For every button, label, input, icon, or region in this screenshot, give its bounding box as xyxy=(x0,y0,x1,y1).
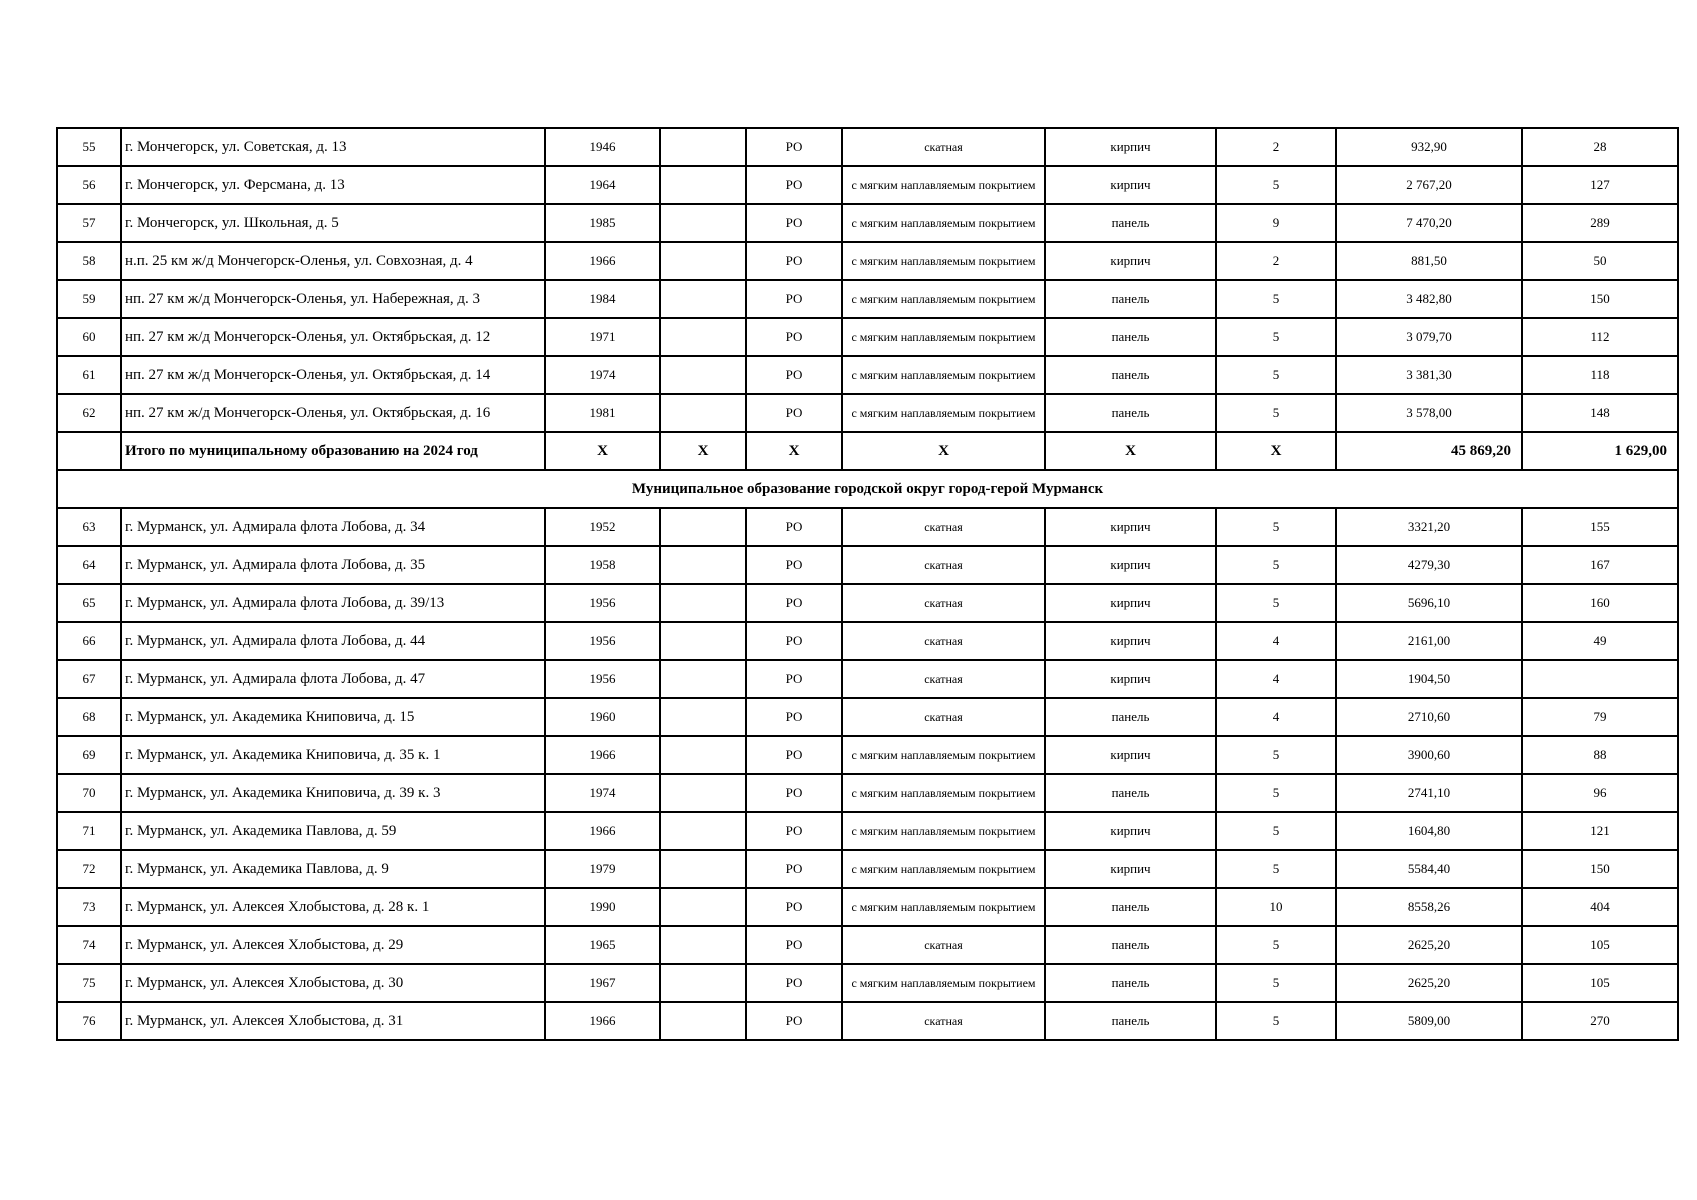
fund-type-cell: РО xyxy=(746,128,842,166)
wall-material-cell: панель xyxy=(1045,926,1216,964)
area-cell: 3900,60 xyxy=(1336,736,1522,774)
total-row xyxy=(57,432,1678,470)
roof-type-cell: с мягким наплавляемым покрытием xyxy=(842,280,1045,318)
floors-cell: 5 xyxy=(1216,356,1336,394)
fund-type-cell: РО xyxy=(746,888,842,926)
fund-type-cell: РО xyxy=(746,850,842,888)
build-year-cell: 1956 xyxy=(545,584,660,622)
area-cell: 1904,50 xyxy=(1336,660,1522,698)
block-1-rows xyxy=(57,128,1678,432)
address-cell: г. Мончегорск, ул. Школьная, д. 5 xyxy=(121,204,545,242)
fund-type-cell: РО xyxy=(746,660,842,698)
area-cell: 3 381,30 xyxy=(1336,356,1522,394)
build-year-cell: 1966 xyxy=(545,812,660,850)
floors-cell: 5 xyxy=(1216,964,1336,1002)
floors-cell: 5 xyxy=(1216,850,1336,888)
empty-cell-cell xyxy=(660,812,746,850)
roof-type-cell: с мягким наплавляемым покрытием xyxy=(842,356,1045,394)
empty-cell-cell xyxy=(660,318,746,356)
address-cell: г. Мурманск, ул. Алексея Хлобыстова, д. 30 xyxy=(121,964,545,1002)
row-number-cell: 75 xyxy=(57,964,121,1002)
fund-type-cell: РО xyxy=(746,356,842,394)
address-cell: г. Мурманск, ул. Академика Книповича, д. 39 к. 3 xyxy=(121,774,545,812)
total-area: 45 869,20 xyxy=(1336,432,1522,470)
table-row xyxy=(57,774,1678,812)
floors-cell: 5 xyxy=(1216,736,1336,774)
floors-cell: 4 xyxy=(1216,622,1336,660)
table-row xyxy=(57,394,1678,432)
roof-type-cell: скатная xyxy=(842,926,1045,964)
address-cell: нп. 27 км ж/д Мончегорск-Оленья, ул. Октябрьская, д. 14 xyxy=(121,356,545,394)
fund-type-cell: РО xyxy=(746,280,842,318)
area-cell: 3321,20 xyxy=(1336,508,1522,546)
table-row xyxy=(57,926,1678,964)
residents-cell: 150 xyxy=(1522,850,1678,888)
fund-type-cell: РО xyxy=(746,584,842,622)
build-year-cell: 1971 xyxy=(545,318,660,356)
build-year-cell: 1979 xyxy=(545,850,660,888)
row-number-cell: 71 xyxy=(57,812,121,850)
row-number-cell: 58 xyxy=(57,242,121,280)
fund-type-cell: РО xyxy=(746,812,842,850)
roof-type-cell: с мягким наплавляемым покрытием xyxy=(842,850,1045,888)
build-year-cell: 1946 xyxy=(545,128,660,166)
fund-type-cell: РО xyxy=(746,318,842,356)
residents-cell xyxy=(1522,660,1678,698)
address-cell: н.п. 25 км ж/д Мончегорск-Оленья, ул. Совхозная, д. 4 xyxy=(121,242,545,280)
empty-cell-cell xyxy=(660,242,746,280)
row-number-cell: 61 xyxy=(57,356,121,394)
roof-type-cell: с мягким наплавляемым покрытием xyxy=(842,736,1045,774)
residents-cell: 150 xyxy=(1522,280,1678,318)
wall-material-cell: кирпич xyxy=(1045,242,1216,280)
address-cell: г. Мурманск, ул. Академика Павлова, д. 9 xyxy=(121,850,545,888)
row-number-cell: 72 xyxy=(57,850,121,888)
build-year-cell: 1958 xyxy=(545,546,660,584)
empty-cell-cell xyxy=(660,850,746,888)
roof-type-cell: с мягким наплавляемым покрытием xyxy=(842,166,1045,204)
address-cell: г. Мурманск, ул. Адмирала флота Лобова, д. 47 xyxy=(121,660,545,698)
address-cell: г. Мурманск, ул. Адмирала флота Лобова, д. 34 xyxy=(121,508,545,546)
area-cell: 5809,00 xyxy=(1336,1002,1522,1040)
residents-cell: 28 xyxy=(1522,128,1678,166)
build-year-cell: 1985 xyxy=(545,204,660,242)
roof-type-cell: скатная xyxy=(842,546,1045,584)
wall-material-cell: кирпич xyxy=(1045,166,1216,204)
area-cell: 8558,26 xyxy=(1336,888,1522,926)
address-cell: нп. 27 км ж/д Мончегорск-Оленья, ул. Октябрьская, д. 12 xyxy=(121,318,545,356)
table-row xyxy=(57,660,1678,698)
roof-type-cell: скатная xyxy=(842,584,1045,622)
wall-material-cell: панель xyxy=(1045,774,1216,812)
table-row xyxy=(57,584,1678,622)
floors-cell: 5 xyxy=(1216,546,1336,584)
row-number-cell: 70 xyxy=(57,774,121,812)
wall-material-cell: кирпич xyxy=(1045,736,1216,774)
area-cell: 5584,40 xyxy=(1336,850,1522,888)
row-number-cell: 57 xyxy=(57,204,121,242)
residents-cell: 118 xyxy=(1522,356,1678,394)
fund-type-cell: РО xyxy=(746,546,842,584)
area-cell: 4279,30 xyxy=(1336,546,1522,584)
address-cell: г. Мурманск, ул. Алексея Хлобыстова, д. 28 к. 1 xyxy=(121,888,545,926)
row-number-cell: 66 xyxy=(57,622,121,660)
build-year-cell: 1981 xyxy=(545,394,660,432)
fund-type-cell: РО xyxy=(746,242,842,280)
wall-material-cell: панель xyxy=(1045,888,1216,926)
area-cell: 3 079,70 xyxy=(1336,318,1522,356)
total-label: Итого по муниципальному образованию на 2024 год xyxy=(121,432,545,470)
residents-cell: 167 xyxy=(1522,546,1678,584)
residents-cell: 121 xyxy=(1522,812,1678,850)
floors-cell: 4 xyxy=(1216,698,1336,736)
section-title: Муниципальное образование городской округ город-герой Мурманск xyxy=(57,470,1678,508)
area-cell: 2161,00 xyxy=(1336,622,1522,660)
residents-cell: 160 xyxy=(1522,584,1678,622)
floors-cell: 5 xyxy=(1216,926,1336,964)
wall-material-cell: кирпич xyxy=(1045,508,1216,546)
residents-cell: 289 xyxy=(1522,204,1678,242)
table-row xyxy=(57,280,1678,318)
floors-cell: 5 xyxy=(1216,394,1336,432)
residents-cell: 88 xyxy=(1522,736,1678,774)
address-cell: г. Мурманск, ул. Адмирала флота Лобова, д. 44 xyxy=(121,622,545,660)
total-residents: 1 629,00 xyxy=(1522,432,1678,470)
address-cell: г. Мурманск, ул. Академика Павлова, д. 59 xyxy=(121,812,545,850)
table-row xyxy=(57,546,1678,584)
empty-cell-cell xyxy=(660,622,746,660)
fund-type-cell: РО xyxy=(746,394,842,432)
empty-cell-cell xyxy=(660,356,746,394)
residents-cell: 155 xyxy=(1522,508,1678,546)
floors-cell: 9 xyxy=(1216,204,1336,242)
empty-cell-cell xyxy=(660,926,746,964)
roof-type-cell: с мягким наплавляемым покрытием xyxy=(842,318,1045,356)
empty-cell-cell xyxy=(660,964,746,1002)
area-cell: 1604,80 xyxy=(1336,812,1522,850)
area-cell: 932,90 xyxy=(1336,128,1522,166)
empty-cell-cell xyxy=(660,508,746,546)
wall-material-cell: кирпич xyxy=(1045,584,1216,622)
table-row xyxy=(57,888,1678,926)
empty-cell-cell xyxy=(660,280,746,318)
floors-cell: 10 xyxy=(1216,888,1336,926)
floors-cell: 5 xyxy=(1216,508,1336,546)
build-year-cell: 1966 xyxy=(545,1002,660,1040)
address-cell: г. Мурманск, ул. Адмирала флота Лобова, д. 39/13 xyxy=(121,584,545,622)
row-number-cell: 68 xyxy=(57,698,121,736)
table-row xyxy=(57,812,1678,850)
floors-cell: 5 xyxy=(1216,584,1336,622)
floors-cell: 5 xyxy=(1216,774,1336,812)
row-number-cell: 69 xyxy=(57,736,121,774)
address-cell: нп. 27 км ж/д Мончегорск-Оленья, ул. Набережная, д. 3 xyxy=(121,280,545,318)
fund-type-cell: РО xyxy=(746,698,842,736)
wall-material-cell: кирпич xyxy=(1045,622,1216,660)
empty-cell-cell xyxy=(660,546,746,584)
roof-type-cell: с мягким наплавляемым покрытием xyxy=(842,204,1045,242)
empty-cell-cell xyxy=(660,660,746,698)
row-number-cell: 74 xyxy=(57,926,121,964)
fund-type-cell: РО xyxy=(746,508,842,546)
build-year-cell: 1966 xyxy=(545,242,660,280)
wall-material-cell: кирпич xyxy=(1045,812,1216,850)
floors-cell: 2 xyxy=(1216,128,1336,166)
row-number-cell: 76 xyxy=(57,1002,121,1040)
total-x-wall: X xyxy=(1045,432,1216,470)
area-cell: 2625,20 xyxy=(1336,964,1522,1002)
residents-cell: 127 xyxy=(1522,166,1678,204)
wall-material-cell: панель xyxy=(1045,1002,1216,1040)
roof-type-cell: с мягким наплавляемым покрытием xyxy=(842,964,1045,1002)
residents-cell: 105 xyxy=(1522,964,1678,1002)
row-number-cell: 65 xyxy=(57,584,121,622)
wall-material-cell: панель xyxy=(1045,280,1216,318)
address-cell: нп. 27 км ж/д Мончегорск-Оленья, ул. Октябрьская, д. 16 xyxy=(121,394,545,432)
area-cell: 2625,20 xyxy=(1336,926,1522,964)
build-year-cell: 1956 xyxy=(545,622,660,660)
residents-cell: 49 xyxy=(1522,622,1678,660)
row-number-cell: 62 xyxy=(57,394,121,432)
floors-cell: 5 xyxy=(1216,1002,1336,1040)
fund-type-cell: РО xyxy=(746,964,842,1002)
build-year-cell: 1965 xyxy=(545,926,660,964)
empty-cell-cell xyxy=(660,888,746,926)
total-x-fund: X xyxy=(746,432,842,470)
area-cell: 881,50 xyxy=(1336,242,1522,280)
fund-type-cell: РО xyxy=(746,736,842,774)
floors-cell: 5 xyxy=(1216,812,1336,850)
area-cell: 7 470,20 xyxy=(1336,204,1522,242)
table-row xyxy=(57,698,1678,736)
wall-material-cell: панель xyxy=(1045,394,1216,432)
build-year-cell: 1952 xyxy=(545,508,660,546)
total-x-floors: X xyxy=(1216,432,1336,470)
build-year-cell: 1990 xyxy=(545,888,660,926)
address-cell: г. Мончегорск, ул. Советская, д. 13 xyxy=(121,128,545,166)
wall-material-cell: панель xyxy=(1045,356,1216,394)
row-number-cell: 67 xyxy=(57,660,121,698)
fund-type-cell: РО xyxy=(746,774,842,812)
roof-type-cell: скатная xyxy=(842,660,1045,698)
address-cell: г. Мурманск, ул. Алексея Хлобыстова, д. 29 xyxy=(121,926,545,964)
row-number-cell: 56 xyxy=(57,166,121,204)
floors-cell: 5 xyxy=(1216,280,1336,318)
wall-material-cell: кирпич xyxy=(1045,660,1216,698)
build-year-cell: 1964 xyxy=(545,166,660,204)
address-cell: г. Мончегорск, ул. Ферсмана, д. 13 xyxy=(121,166,545,204)
empty-cell-cell xyxy=(660,1002,746,1040)
fund-type-cell: РО xyxy=(746,622,842,660)
row-number-cell: 63 xyxy=(57,508,121,546)
residents-cell: 270 xyxy=(1522,1002,1678,1040)
roof-type-cell: скатная xyxy=(842,128,1045,166)
table-row xyxy=(57,850,1678,888)
empty-cell-cell xyxy=(660,774,746,812)
build-year-cell: 1974 xyxy=(545,356,660,394)
total-block xyxy=(57,432,1678,508)
wall-material-cell: кирпич xyxy=(1045,128,1216,166)
roof-type-cell: скатная xyxy=(842,698,1045,736)
empty-cell-cell xyxy=(660,698,746,736)
wall-material-cell: панель xyxy=(1045,964,1216,1002)
total-x-year: X xyxy=(545,432,660,470)
empty-cell-cell xyxy=(660,204,746,242)
build-year-cell: 1967 xyxy=(545,964,660,1002)
table-row xyxy=(57,242,1678,280)
fund-type-cell: РО xyxy=(746,204,842,242)
roof-type-cell: с мягким наплавляемым покрытием xyxy=(842,242,1045,280)
wall-material-cell: кирпич xyxy=(1045,850,1216,888)
residents-cell: 50 xyxy=(1522,242,1678,280)
row-number-cell: 59 xyxy=(57,280,121,318)
fund-type-cell: РО xyxy=(746,926,842,964)
roof-type-cell: с мягким наплавляемым покрытием xyxy=(842,774,1045,812)
roof-type-cell: с мягким наплавляемым покрытием xyxy=(842,888,1045,926)
roof-type-cell: скатная xyxy=(842,622,1045,660)
residents-cell: 79 xyxy=(1522,698,1678,736)
empty-cell-cell xyxy=(660,166,746,204)
roof-type-cell: с мягким наплавляемым покрытием xyxy=(842,812,1045,850)
address-cell: г. Мурманск, ул. Алексея Хлобыстова, д. 31 xyxy=(121,1002,545,1040)
table-row xyxy=(57,736,1678,774)
section-header-row xyxy=(57,470,1678,508)
table-row xyxy=(57,622,1678,660)
total-x-blank: X xyxy=(660,432,746,470)
build-year-cell: 1956 xyxy=(545,660,660,698)
empty-cell-cell xyxy=(660,736,746,774)
floors-cell: 5 xyxy=(1216,318,1336,356)
table-row xyxy=(57,128,1678,166)
build-year-cell: 1974 xyxy=(545,774,660,812)
build-year-cell: 1966 xyxy=(545,736,660,774)
row-number-cell: 64 xyxy=(57,546,121,584)
fund-type-cell: РО xyxy=(746,166,842,204)
address-cell: г. Мурманск, ул. Адмирала флота Лобова, д. 35 xyxy=(121,546,545,584)
floors-cell: 5 xyxy=(1216,166,1336,204)
roof-type-cell: скатная xyxy=(842,1002,1045,1040)
area-cell: 2710,60 xyxy=(1336,698,1522,736)
empty-cell-cell xyxy=(660,128,746,166)
roof-type-cell: скатная xyxy=(842,508,1045,546)
table-row xyxy=(57,1002,1678,1040)
row-number-cell: 55 xyxy=(57,128,121,166)
total-x-roof: X xyxy=(842,432,1045,470)
empty-cell-cell xyxy=(660,394,746,432)
area-cell: 3 578,00 xyxy=(1336,394,1522,432)
table-row xyxy=(57,204,1678,242)
wall-material-cell: панель xyxy=(1045,204,1216,242)
table-row xyxy=(57,964,1678,1002)
row-number-cell: 60 xyxy=(57,318,121,356)
residents-cell: 404 xyxy=(1522,888,1678,926)
residents-cell: 105 xyxy=(1522,926,1678,964)
fund-type-cell: РО xyxy=(746,1002,842,1040)
residents-cell: 112 xyxy=(1522,318,1678,356)
row-number-cell: 73 xyxy=(57,888,121,926)
wall-material-cell: кирпич xyxy=(1045,546,1216,584)
residents-cell: 148 xyxy=(1522,394,1678,432)
housing-register-table xyxy=(56,127,1679,1041)
address-cell: г. Мурманск, ул. Академика Книповича, д. 35 к. 1 xyxy=(121,736,545,774)
table-row xyxy=(57,166,1678,204)
table-row xyxy=(57,356,1678,394)
area-cell: 2 767,20 xyxy=(1336,166,1522,204)
area-cell: 3 482,80 xyxy=(1336,280,1522,318)
wall-material-cell: панель xyxy=(1045,698,1216,736)
address-cell: г. Мурманск, ул. Академика Книповича, д. 15 xyxy=(121,698,545,736)
area-cell: 5696,10 xyxy=(1336,584,1522,622)
residents-cell: 96 xyxy=(1522,774,1678,812)
table-row xyxy=(57,508,1678,546)
total-number-cell xyxy=(57,432,121,470)
build-year-cell: 1984 xyxy=(545,280,660,318)
empty-cell-cell xyxy=(660,584,746,622)
floors-cell: 4 xyxy=(1216,660,1336,698)
area-cell: 2741,10 xyxy=(1336,774,1522,812)
wall-material-cell: панель xyxy=(1045,318,1216,356)
block-2-rows xyxy=(57,508,1678,1040)
floors-cell: 2 xyxy=(1216,242,1336,280)
build-year-cell: 1960 xyxy=(545,698,660,736)
table-row xyxy=(57,318,1678,356)
roof-type-cell: с мягким наплавляемым покрытием xyxy=(842,394,1045,432)
